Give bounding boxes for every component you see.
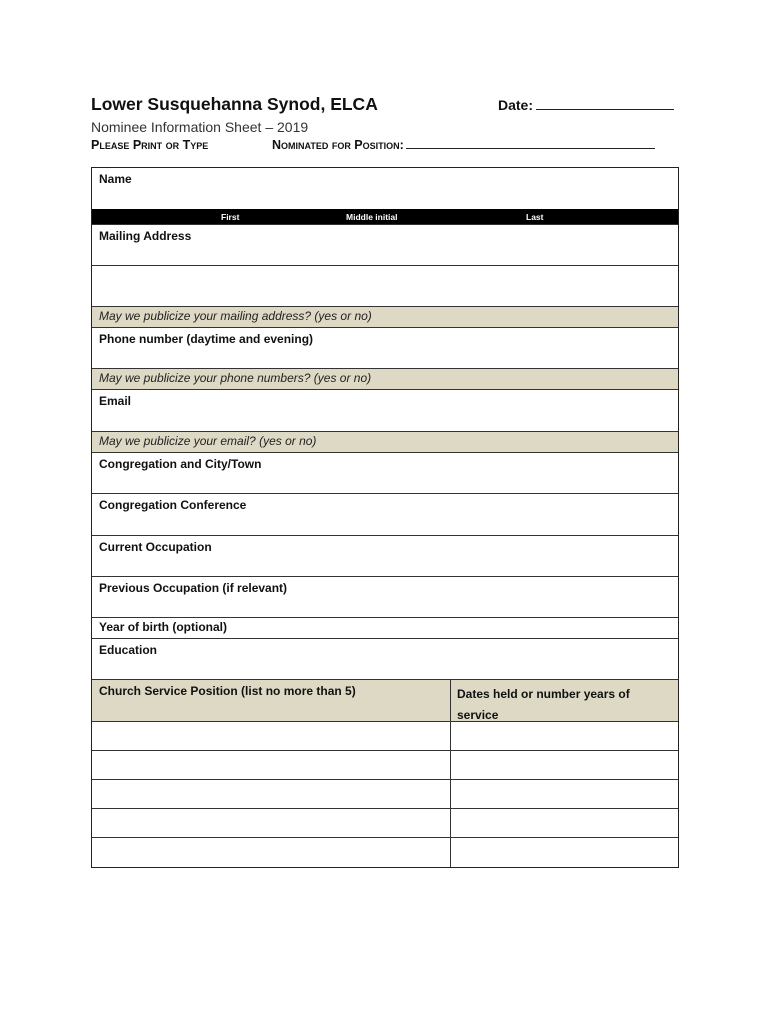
service-position-cell[interactable] <box>92 751 451 779</box>
date-line <box>536 97 674 110</box>
previous-occupation-field[interactable] <box>92 577 678 618</box>
service-position-cell[interactable] <box>92 809 451 837</box>
service-table-row <box>92 780 678 809</box>
service-dates-cell[interactable] <box>451 722 678 750</box>
mailing-address-field[interactable] <box>92 225 678 266</box>
service-table-row <box>92 838 678 867</box>
name-parts-bar <box>92 209 678 225</box>
congregation-label: Congregation and City/Town <box>99 457 262 471</box>
first-name-caption: First <box>221 212 240 222</box>
print-note: Please Print or Type <box>91 138 209 152</box>
email-field[interactable] <box>92 390 678 432</box>
phone-label: Phone number (daytime and evening) <box>99 332 314 346</box>
document-title: Lower Susquehanna Synod, ELCA <box>91 94 378 114</box>
mailing-label: Mailing Address <box>99 229 192 243</box>
middle-initial-caption: Middle initial <box>346 212 398 222</box>
current-occupation-field[interactable] <box>92 536 678 577</box>
birth-year-label: Year of birth (optional) <box>99 620 227 634</box>
service-table-row <box>92 809 678 838</box>
service-dates-cell[interactable] <box>451 809 678 837</box>
document-subtitle: Nominee Information Sheet – 2019 <box>91 119 309 135</box>
service-position-header: Church Service Position (list no more than 5) <box>99 684 356 698</box>
service-table-row <box>92 751 678 780</box>
service-table-row <box>92 722 678 751</box>
date-label: Date: <box>498 97 534 113</box>
publicize-email-row[interactable] <box>92 432 678 453</box>
publicize-email-question: May we publicize your email? (yes or no) <box>99 434 317 448</box>
education-label: Education <box>99 643 158 657</box>
publicize-phone-question: May we publicize your phone numbers? (yes or no) <box>99 371 372 385</box>
email-label: Email <box>99 394 132 408</box>
name-field[interactable] <box>92 168 678 209</box>
date-field[interactable] <box>498 97 674 113</box>
current-occupation-label: Current Occupation <box>99 540 212 554</box>
last-name-caption: Last <box>526 212 544 222</box>
service-position-cell[interactable] <box>92 780 451 808</box>
page-header <box>91 94 679 158</box>
mailing-address-line2[interactable] <box>92 266 678 307</box>
congregation-field[interactable] <box>92 453 678 494</box>
service-position-cell[interactable] <box>92 838 451 867</box>
nominated-line <box>406 138 655 149</box>
service-table <box>92 680 678 867</box>
birth-year-field[interactable] <box>92 618 678 639</box>
nominated-label: Nominated for Position: <box>272 138 404 152</box>
service-dates-cell[interactable] <box>451 780 678 808</box>
service-dates-cell[interactable] <box>451 751 678 779</box>
publicize-mail-question: May we publicize your mailing address? (yes or no) <box>99 309 372 323</box>
phone-field[interactable] <box>92 328 678 369</box>
nominee-form <box>91 167 679 868</box>
service-position-cell[interactable] <box>92 722 451 750</box>
conference-label: Congregation Conference <box>99 498 247 512</box>
service-dates-cell[interactable] <box>451 838 678 867</box>
name-label: Name <box>99 172 132 186</box>
nominated-field[interactable] <box>272 138 655 152</box>
service-table-header <box>92 680 678 722</box>
previous-occupation-label: Previous Occupation (if relevant) <box>99 581 288 595</box>
service-dates-header: Dates held or number years of service <box>457 687 630 722</box>
publicize-phone-row[interactable] <box>92 369 678 390</box>
education-field[interactable] <box>92 639 678 680</box>
conference-field[interactable] <box>92 494 678 536</box>
publicize-mail-row[interactable] <box>92 307 678 328</box>
